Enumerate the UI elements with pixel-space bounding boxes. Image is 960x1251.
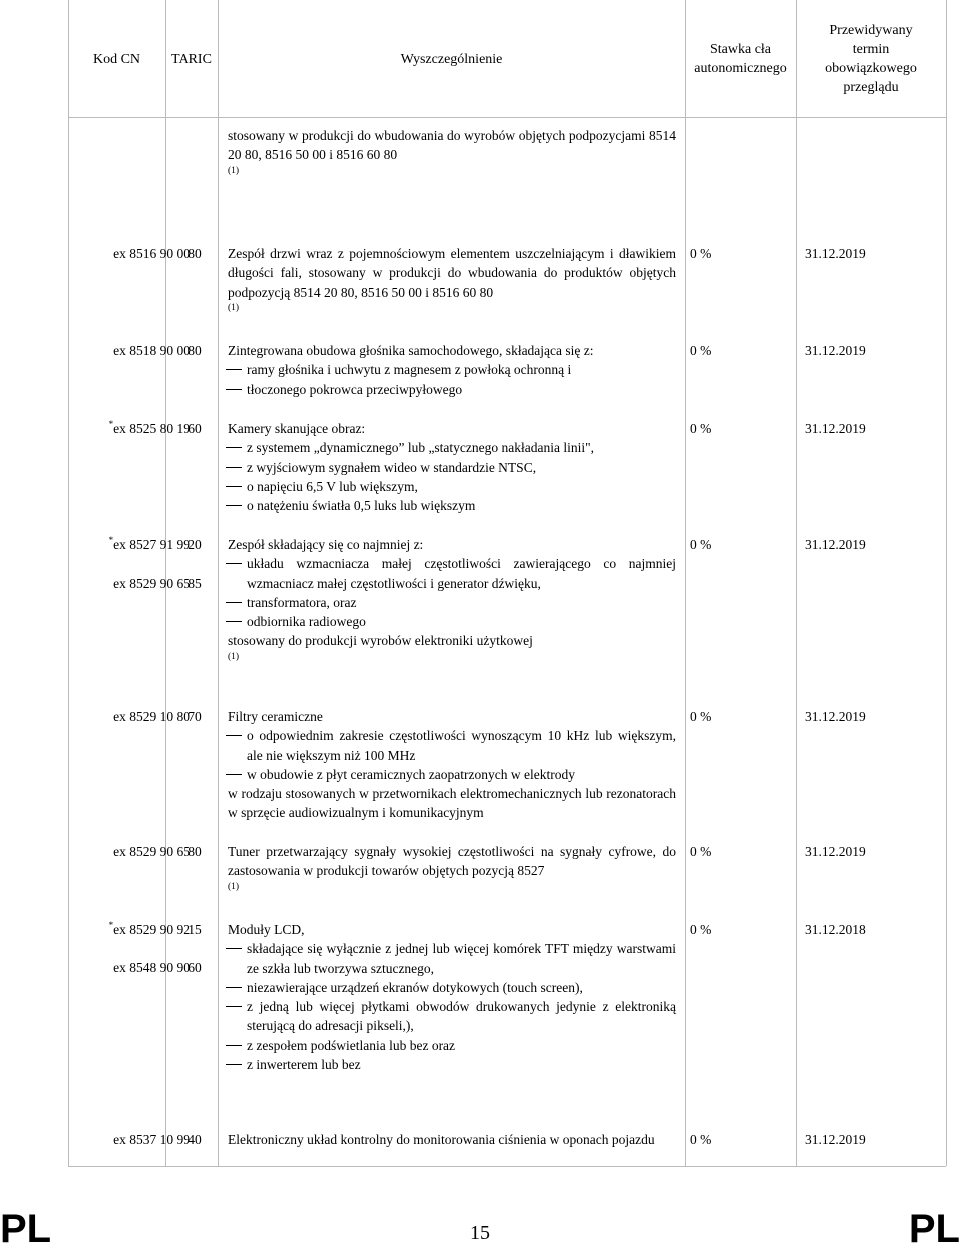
description-cell — [228, 535, 676, 663]
dash-item: składające się wyłącznie z jednej lub więcej komórek TFT między warstwami ze szkła lub tworzywa sztucznego, — [228, 939, 676, 978]
table-border — [218, 0, 219, 1166]
table-border — [796, 0, 797, 1166]
dash-item: z zespołem podświetlania lub bez oraz — [228, 1036, 676, 1055]
review-date-cell: 31.12.2019 — [805, 1132, 866, 1147]
kod-cn-cell: ex 8529 10 80 — [113, 709, 190, 724]
table-bottom-border — [68, 1166, 946, 1167]
dash-item: układu wzmacniacza małej częstotliwości zawierającego co najmniej wzmacniacz małej częstotliwości i generator dźwięku, — [228, 554, 676, 593]
taric-cell: 60 — [188, 960, 202, 975]
taric-cell: 40 — [188, 1132, 202, 1147]
table-border — [946, 0, 947, 1166]
page-number: 15 — [470, 1222, 490, 1244]
footer-language-code-left: PL — [0, 1207, 52, 1251]
duty-rate-cell: 0 % — [690, 537, 712, 552]
kod-cn-cell — [72, 920, 190, 939]
asterisk-mark: * — [108, 419, 114, 429]
taric-cell: 20 — [188, 537, 202, 552]
dash-item: tłoczonego pokrowca przeciwpyłowego — [228, 380, 676, 399]
description-cell — [228, 419, 676, 515]
footnote-ref: (1) — [228, 881, 240, 892]
description-text: Zespół składający się co najmniej z: — [228, 537, 424, 552]
description-text: Zespół drzwi wraz z pojemnościowym elementem uszczelniającym i dławikiem długości fali, stosowany w produkcji do wbudowania do produktów objętych podpozycją 8514 20 80, 8516 50 00 i 8516 60 80 — [228, 246, 676, 300]
description-text: Kamery skanujące obraz: — [228, 421, 366, 436]
review-date-cell: 31.12.2018 — [805, 922, 866, 937]
kod-cn-value: ex 8527 91 99 — [113, 537, 190, 552]
taric-cell: 70 — [188, 709, 202, 724]
dash-item: niezawierające urządzeń ekranów dotykowych (touch screen), — [228, 978, 676, 997]
kod-cn-cell: ex 8529 90 65 — [113, 576, 190, 591]
kod-cn-value: ex 8529 90 92 — [113, 922, 190, 937]
description-cell — [228, 126, 676, 177]
duty-rate-cell: 0 % — [690, 343, 712, 358]
duty-rate-cell: 0 % — [690, 922, 712, 937]
description-text: Moduły LCD, — [228, 922, 305, 937]
header-wyszczegolnienie: Wyszczególnienie — [400, 51, 503, 67]
duty-rate-cell: 0 % — [690, 1132, 712, 1147]
description-text: stosowany w produkcji do wbudowania do wyrobów objętych podpozycjami 8514 20 80, 8516 50 00 i 8516 60 80 — [228, 128, 676, 163]
taric-cell: 80 — [188, 844, 202, 859]
table-border — [68, 0, 69, 1166]
description-text: w rodzaju stosowanych w przetwornikach elektromechanicznych lub rezonatorach w sprzęcie audiowizualnym i komunikacyjnym — [228, 786, 676, 821]
description-text: Zintegrowana obudowa głośnika samochodowego, składająca się z: — [228, 343, 594, 358]
review-date-cell: 31.12.2019 — [805, 709, 866, 724]
footnote-ref: (1) — [228, 302, 240, 313]
dash-item: o napięciu 6,5 V lub większym, — [228, 477, 676, 496]
dash-item: z inwerterem lub bez — [228, 1055, 676, 1074]
kod-cn-cell: ex 8516 90 00 — [113, 246, 190, 261]
taric-cell: 85 — [188, 576, 202, 591]
review-date-cell: 31.12.2019 — [805, 343, 866, 358]
header-taric: TARIC — [171, 51, 212, 67]
footer-language-code-right: PL — [908, 1207, 960, 1251]
header-stawka: Stawka cła autonomicznego — [694, 42, 787, 76]
review-date-cell: 31.12.2019 — [805, 246, 866, 261]
kod-cn-cell: ex 8518 90 00 — [113, 343, 190, 358]
kod-cn-cell: ex 8537 10 99 — [113, 1132, 190, 1147]
description-cell — [228, 341, 676, 399]
dash-item: z systemem „dynamicznego” lub „statycznego nakładania linii", — [228, 438, 676, 457]
duty-rate-cell: 0 % — [690, 709, 712, 724]
kod-cn-cell — [72, 419, 190, 438]
dash-item: transformatora, oraz — [228, 593, 676, 612]
kod-cn-cell — [72, 535, 190, 554]
review-date-cell: 31.12.2019 — [805, 844, 866, 859]
review-date-cell: 31.12.2019 — [805, 421, 866, 436]
description-cell — [228, 920, 676, 1074]
description-cell — [228, 244, 676, 314]
dash-item: o odpowiednim zakresie częstotliwości wynoszącym 10 kHz lub większym, ale nie większym niż 100 MHz — [228, 726, 676, 765]
dash-item: w obudowie z płyt ceramicznych zaopatrzonych w elektrody — [228, 765, 676, 784]
duty-rate-cell: 0 % — [690, 246, 712, 261]
description-cell — [228, 842, 676, 893]
footnote-ref: (1) — [228, 651, 240, 662]
description-cell: Elektroniczny układ kontrolny do monitorowania ciśnienia w oponach pojazdu — [228, 1132, 655, 1147]
dash-item: z wyjściowym sygnałem wideo w standardzie NTSC, — [228, 458, 676, 477]
kod-cn-value: ex 8525 80 19 — [113, 421, 190, 436]
description-text: Filtry ceramiczne — [228, 709, 323, 724]
dash-item: ramy głośnika i uchwytu z magnesem z powłoką ochronną i — [228, 360, 676, 379]
dash-item: o natężeniu światła 0,5 luks lub większym — [228, 496, 676, 515]
asterisk-mark: * — [108, 920, 114, 930]
duty-rate-cell: 0 % — [690, 844, 712, 859]
kod-cn-cell: ex 8529 90 65 — [113, 844, 190, 859]
description-cell — [228, 707, 676, 823]
table-border — [685, 0, 686, 1166]
taric-cell: 80 — [188, 246, 202, 261]
taric-cell: 60 — [188, 421, 202, 436]
taric-cell: 15 — [188, 922, 202, 937]
duty-rate-cell: 0 % — [690, 421, 712, 436]
header-kod-cn: Kod CN — [92, 51, 141, 67]
description-text: Tuner przetwarzający sygnały wysokiej częstotliwości na sygnały cyfrowe, do zastosowania w produkcji towarów objętych pozycją 8527 — [228, 844, 676, 879]
header-termin: Przewidywany termin obowiązkowego przeglądu — [825, 23, 917, 95]
kod-cn-cell: ex 8548 90 90 — [113, 960, 190, 975]
description-text: stosowany do produkcji wyrobów elektroniki użytkowej — [228, 633, 533, 649]
review-date-cell: 31.12.2019 — [805, 537, 866, 552]
dash-item: odbiornika radiowego — [228, 612, 676, 631]
dash-item: z jedną lub więcej płytkami obwodów drukowanych jedynie z elektroniką sterującą do adresacji pikseli,), — [228, 997, 676, 1036]
footnote-ref: (1) — [228, 165, 240, 176]
taric-cell: 80 — [188, 343, 202, 358]
asterisk-mark: * — [108, 535, 114, 545]
